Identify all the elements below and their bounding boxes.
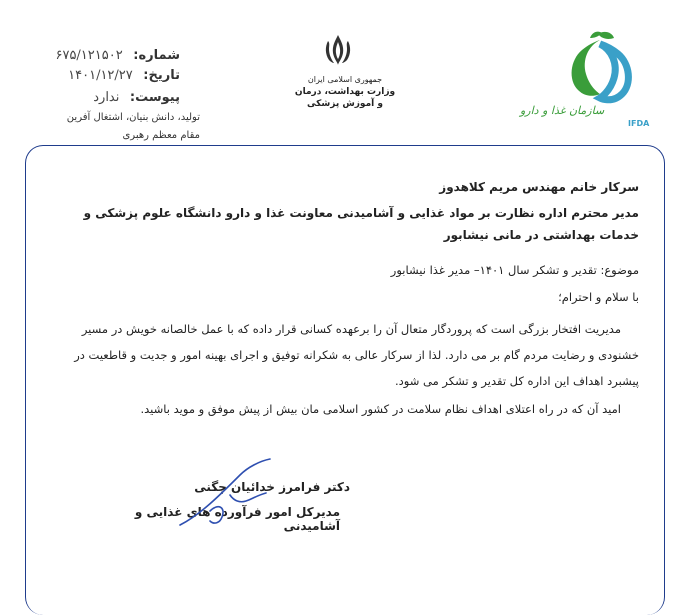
emblem-line-3: و آموزش پزشکی — [307, 99, 383, 109]
letter-body-paragraph-1: مدیریت افتخار بزرگی است که پروردگار متعال آن را برعهده کسانی قرار داده که با عمل خالصانه خویش در مسیر خشنودی و رضایت مردم گام بر می دارد. لذا از سرکار عالی به شکرانه توفیق و اجرای بهینه امور و جدیت و قاطعیت در پیشبرد اهداف این اداره کل تقدیر و تشکر می شود. — [74, 322, 639, 388]
letter-number-value: ۶۷۵/۱۲۱۵۰۲ — [55, 48, 123, 63]
recipient-name: سرکار خانم مهندس مریم کلاهدوز — [439, 180, 639, 194]
letter-attachment — [60, 90, 180, 105]
slogan-source: مقام معظم رهبری — [122, 130, 200, 141]
letter-number — [55, 48, 180, 63]
ifda-logo-text: سازمان غذا و دارو — [520, 104, 605, 117]
slogan-text: تولید، دانش بنیان، اشتغال آفرین — [66, 112, 200, 123]
recipient-title: مدیر محترم اداره نظارت بر مواد غذایی و آشامیدنی معاونت غذا و دارو دانشگاه علوم پزشکی و خدمات بهداشتی در مانی نیشابور — [83, 206, 639, 242]
handwritten-signature-icon — [170, 455, 290, 535]
ifda-logo-abbr: IFDA — [628, 119, 650, 128]
signer-name: دکتر فرامرز خدائیان چگنی — [194, 480, 350, 494]
emblem-line-1: جمهوری اسلامی ایران — [307, 75, 383, 84]
letter-number-label: شماره: — [133, 48, 180, 63]
letter-body-paragraph-2: امید آن که در راه اعتلای اهداف نظام سلامت در کشور اسلامی مان بیش از پیش موفق و موید باشید. — [140, 402, 621, 416]
letter-attachment-value: ندارد — [93, 90, 120, 105]
letter-date — [60, 68, 180, 83]
slogan — [30, 109, 200, 145]
letter-date-value: ۱۴۰۱/۱۲/۲۷ — [68, 68, 133, 83]
signer-title: مدیرکل امور فرآورده های غذایی و آشامیدنی — [134, 505, 340, 533]
letter-date-label: تاریخ: — [143, 68, 180, 83]
letter-subject: موضوع: تقدیر و تشکر سال ۱۴۰۱– مدیر غذا نیشابور — [390, 263, 639, 277]
letter-greeting: با سلام و احترام؛ — [558, 290, 639, 304]
letter-attachment-label: پیوست: — [129, 90, 180, 105]
iran-emblem-icon — [320, 32, 356, 68]
emblem-caption — [290, 74, 400, 110]
emblem-line-2: وزارت بهداشت، درمان — [294, 87, 396, 97]
